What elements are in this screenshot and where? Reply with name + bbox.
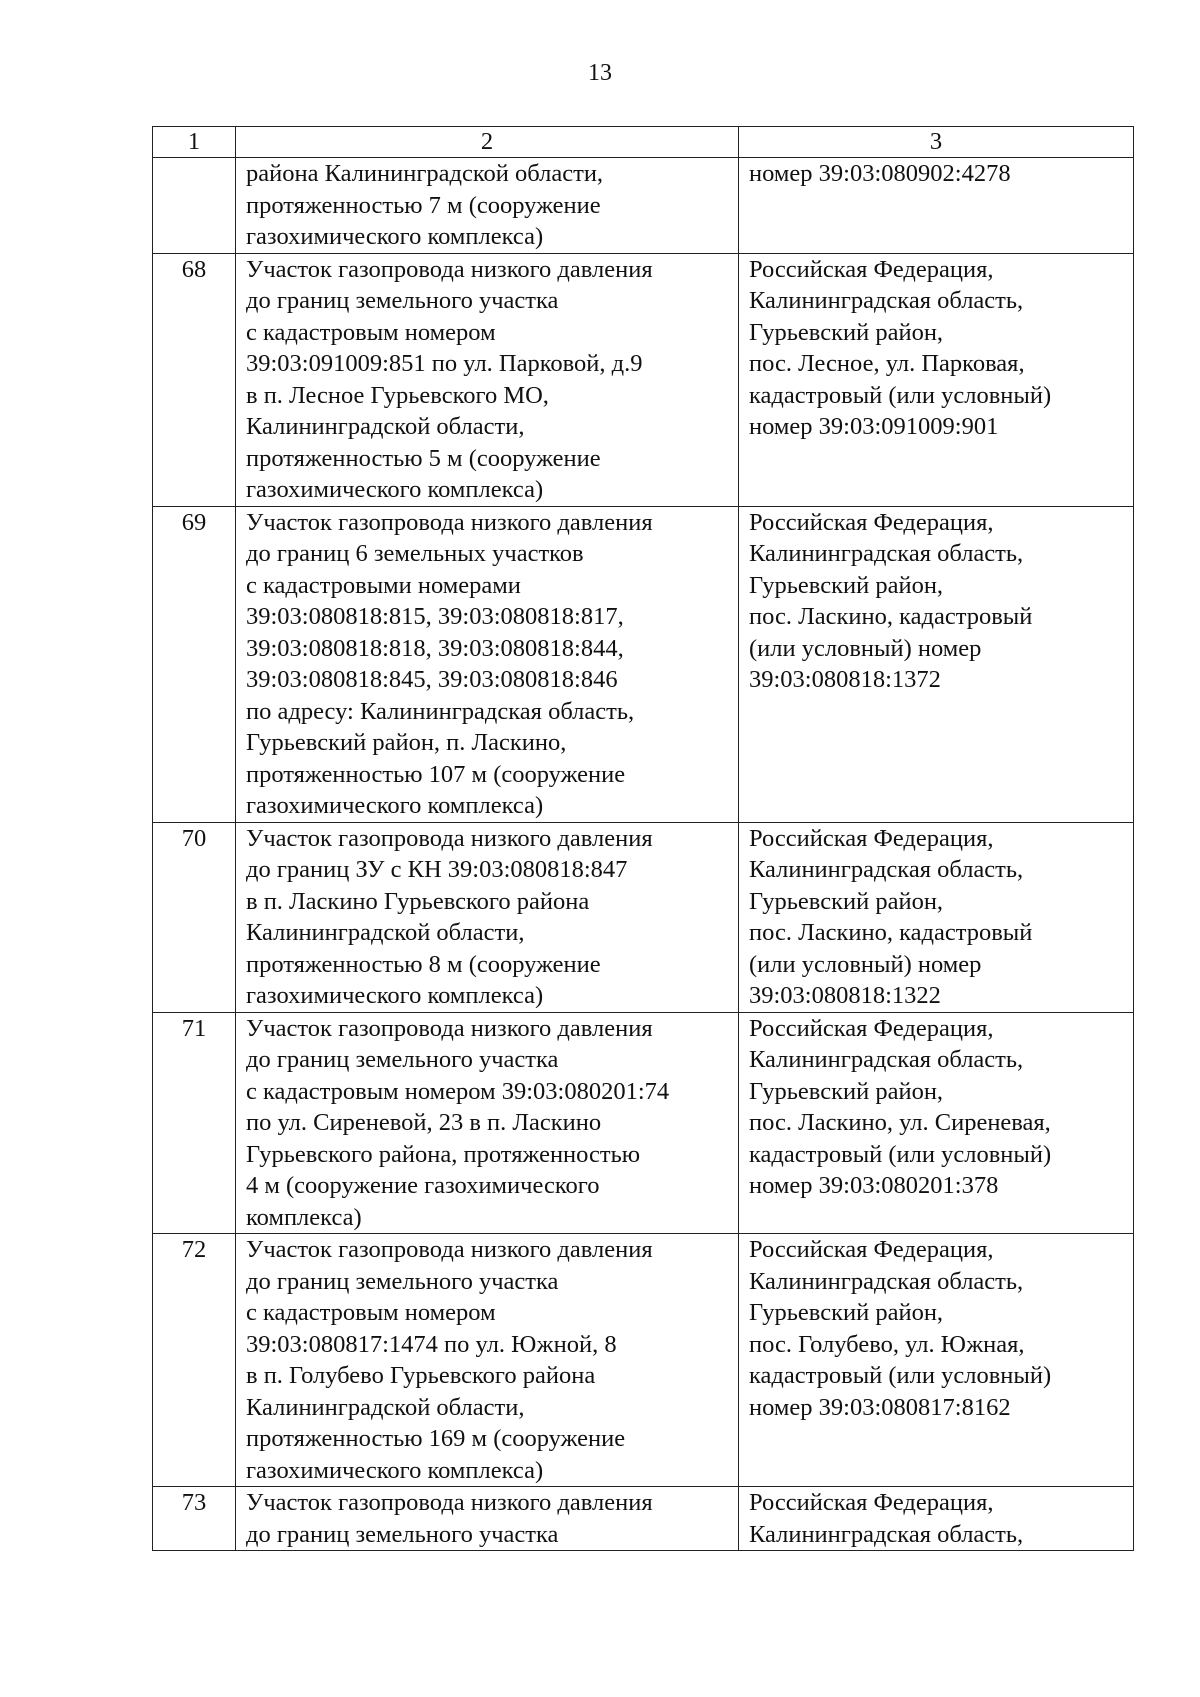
description-line: в п. Голубево Гурьевского района [246,1362,596,1389]
description-line: 4 м (сооружение газохимического [246,1172,600,1199]
description-line: по ул. Сиреневой, 23 в п. Ласкино [246,1109,602,1136]
description-line: Участок газопровода низкого давления [246,255,653,283]
description-line: Гурьевский район, п. Ласкино, [246,729,567,756]
location-line: кадастровый (или условный) [749,1362,1052,1389]
object-description-cell [236,822,739,1012]
object-description-cell [236,158,739,254]
description-line: в п. Лесное Гурьевского МО, [246,381,549,409]
description-line: до границ земельного участка [246,287,559,314]
object-location-cell [739,158,1134,254]
location-line: Российская Федерация, [749,508,994,536]
page-number: 13 [588,60,612,86]
object-location-cell [739,1487,1134,1551]
location-line: пос. Ласкино, кадастровый [749,603,1033,630]
description-line: до границ земельного участка [246,1267,559,1295]
description-line: с кадастровым номером [246,318,496,346]
location-line: номер 39:03:080902:4278 [749,160,1011,187]
registry-table [152,126,1134,1551]
location-line: Калининградская область, [749,856,1024,883]
description-line: по адресу: Калининградская область, [246,697,635,725]
location-line: пос. Ласкино, кадастровый [749,919,1033,946]
location-line: номер 39:03:091009:901 [749,413,999,440]
location-line: Калининградская область, [749,1267,1024,1295]
description-line: 39:03:080818:818, 39:03:080818:844, [246,634,624,662]
description-line: 39:03:091009:851 по ул. Парковой, д.9 [246,350,643,377]
description-line: газохимического комплекса) [246,1456,544,1484]
description-line: до границ земельного участка [246,1046,559,1073]
location-line: Гурьевский район, [749,1077,944,1105]
description-line: 39:03:080818:845, 39:03:080818:846 [246,666,618,693]
location-line: Российская Федерация, [749,1236,994,1263]
object-location-cell [739,1012,1134,1234]
description-line: Участок газопровода низкого давления [246,1014,653,1042]
location-line: кадастровый (или условный) [749,1140,1052,1168]
table-row [153,1487,1134,1551]
location-line: пос. Лесное, ул. Парковая, [749,350,1025,377]
location-line: Гурьевский район, [749,887,944,915]
row-number [153,158,236,254]
description-line: газохимического комплекса) [246,476,544,503]
description-line: комплекса) [246,1203,362,1231]
table-row [153,822,1134,1012]
object-description-cell [236,506,739,822]
table-row [153,158,1134,254]
location-line: Гурьевский район, [749,1299,944,1326]
location-line: пос. Ласкино, ул. Сиреневая, [749,1109,1051,1136]
column-header-3: 3 [739,127,1134,158]
location-line: 39:03:080818:1372 [749,666,941,693]
row-number: 68 [153,253,236,506]
object-location-cell [739,253,1134,506]
object-location-cell [739,1234,1134,1487]
row-number: 73 [153,1487,236,1551]
description-line: до границ 6 земельных участков [246,540,584,567]
location-line: пос. Голубево, ул. Южная, [749,1330,1025,1358]
location-line: Калининградская область, [749,1520,1024,1548]
description-line: протяженностью 107 м (сооружение [246,760,626,788]
location-line: Российская Федерация, [749,1489,994,1516]
table-row [153,1012,1134,1234]
table-header-row [153,127,1134,158]
location-line: Российская Федерация, [749,824,994,852]
column-header-2: 2 [236,127,739,158]
description-line: до границ земельного участка [246,1520,559,1548]
location-line: кадастровый (или условный) [749,381,1052,409]
object-location-cell [739,506,1134,822]
description-line: до границ ЗУ с КН 39:03:080818:847 [246,856,628,883]
description-line: протяженностью 169 м (сооружение [246,1425,626,1452]
object-description-cell [236,1234,739,1487]
row-number: 72 [153,1234,236,1487]
object-description-cell [236,253,739,506]
row-number: 69 [153,506,236,822]
location-line: Калининградская область, [749,287,1024,314]
location-line: Российская Федерация, [749,255,994,283]
row-number: 70 [153,822,236,1012]
object-description-cell [236,1012,739,1234]
description-line: Гурьевского района, протяженностью [246,1140,641,1168]
description-line: Калининградской области, [246,1393,525,1421]
description-line: Участок газопровода низкого давления [246,1236,653,1263]
location-line: 39:03:080818:1322 [749,982,941,1009]
location-line: (или условный) номер [749,634,982,662]
description-line: газохимического комплекса) [246,223,544,250]
description-line: газохимического комплекса) [246,982,544,1009]
description-line: района Калининградской области, [246,160,604,187]
description-line: с кадастровым номером [246,1299,496,1326]
location-line: Калининградская область, [749,1046,1024,1073]
description-line: с кадастровым номером 39:03:080201:74 [246,1077,670,1105]
description-line: с кадастровыми номерами [246,571,521,599]
row-number: 71 [153,1012,236,1234]
table-row [153,1234,1134,1487]
description-line: Калининградской области, [246,413,525,440]
location-line: Гурьевский район, [749,571,944,599]
table-row [153,506,1134,822]
description-line: в п. Ласкино Гурьевского района [246,887,590,915]
location-line: Российская Федерация, [749,1014,994,1042]
column-header-1: 1 [153,127,236,158]
description-line: Участок газопровода низкого давления [246,508,653,536]
description-line: протяженностью 5 м (сооружение [246,444,601,472]
object-location-cell [739,822,1134,1012]
location-line: номер 39:03:080201:378 [749,1172,999,1199]
location-line: (или условный) номер [749,950,982,978]
location-line: номер 39:03:080817:8162 [749,1393,1011,1421]
description-line: 39:03:080817:1474 по ул. Южной, 8 [246,1330,617,1358]
description-line: Участок газопровода низкого давления [246,1489,653,1516]
description-line: Участок газопровода низкого давления [246,824,653,852]
location-line: Гурьевский район, [749,318,944,346]
description-line: газохимического комплекса) [246,792,544,819]
description-line: протяженностью 7 м (сооружение [246,191,601,219]
table-row [153,253,1134,506]
description-line: 39:03:080818:815, 39:03:080818:817, [246,603,624,630]
description-line: протяженностью 8 м (сооружение [246,950,601,978]
description-line: Калининградской области, [246,919,525,946]
location-line: Калининградская область, [749,540,1024,567]
object-description-cell [236,1487,739,1551]
